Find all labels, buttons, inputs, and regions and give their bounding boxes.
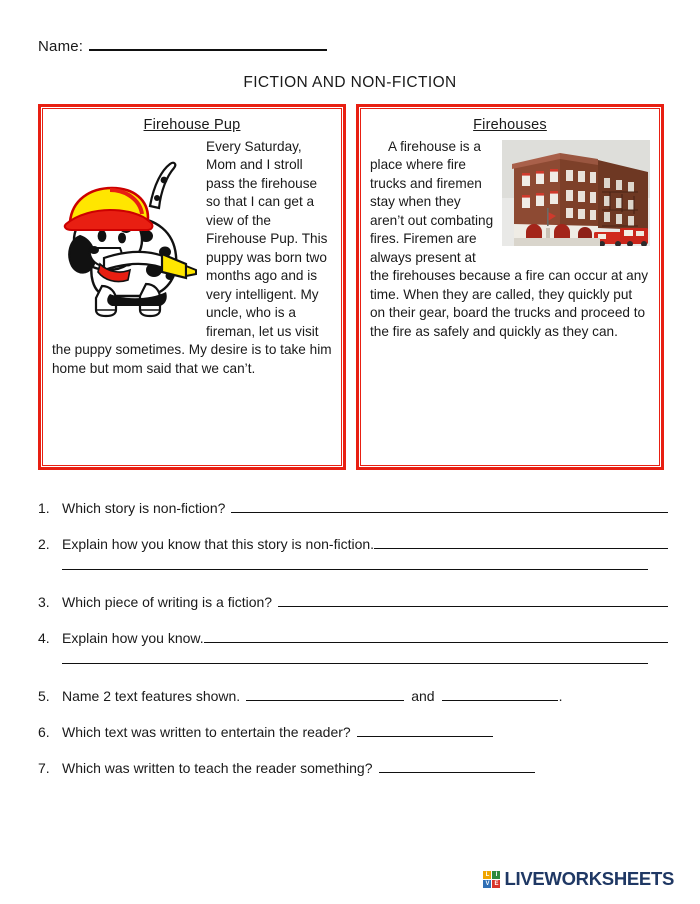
question-2 (38, 536, 668, 552)
spacer (38, 614, 668, 630)
question-3-text: Which piece of writing is a fiction? (62, 594, 273, 610)
story-body-firehouses (370, 138, 650, 341)
name-input-blank[interactable] (89, 36, 327, 51)
question-3 (38, 594, 668, 610)
firehouse-building-photo-icon (502, 140, 650, 246)
question-2-answer-blank-line2[interactable] (62, 556, 648, 570)
spacer (38, 744, 668, 760)
question-5 (38, 688, 668, 704)
question-4-continuation (62, 650, 668, 664)
question-2-answer-blank[interactable] (374, 536, 668, 549)
story-body-firehouse-pup (52, 138, 332, 378)
question-1-answer-blank[interactable] (231, 500, 668, 513)
liveworksheets-logo-mark-icon (483, 871, 500, 888)
spacer (38, 708, 668, 724)
dalmatian-puppy-icon (50, 144, 200, 324)
name-label: Name: (38, 38, 84, 55)
story-paragraph-firehouses: A firehouse is a place where fire trucks and firemen stay when they aren’t out combating fires. Firemen are always present at the firehouses because a fire can occur at any time. When they are called, they quickly put on their gear, board the trucks and proceed to the fire as safely and quickly as they can. (370, 139, 649, 339)
story-box-nonfiction (356, 104, 664, 470)
story-box-fiction (38, 104, 346, 470)
question-6-number: 6. (38, 724, 50, 740)
question-6-answer-blank[interactable] (357, 724, 493, 737)
question-1-text: Which story is non-fiction? (62, 500, 226, 516)
question-3-answer-blank[interactable] (278, 594, 668, 607)
story-inner-fiction (42, 108, 342, 466)
question-2-continuation (62, 556, 668, 570)
question-5-text: Name 2 text features shown. (62, 688, 241, 704)
question-1-number: 1. (38, 500, 50, 516)
story-title-firehouses: Firehouses (473, 117, 547, 133)
question-4 (38, 630, 668, 646)
story-boxes-container (38, 104, 664, 470)
spacer (38, 668, 668, 688)
question-2-number: 2. (38, 536, 50, 552)
question-7-answer-blank[interactable] (379, 760, 535, 773)
question-4-answer-blank-line2[interactable] (62, 650, 648, 664)
logo-cell-i: I (492, 871, 500, 879)
question-5-answer-blank-2[interactable] (442, 688, 558, 701)
question-5-answer-blank-1[interactable] (246, 688, 404, 701)
story-paragraph-firehouse-pup: Every Saturday, Mom and I stroll pass the firehouse so that I can get a view of the Firehouse Pup. This puppy was born two months ago and is very intelligent. My uncle, who is a fireman, let us visit the puppy sometimes. My desire is to take him home but mom said that we can’t. (52, 139, 332, 376)
logo-cell-v: V (485, 880, 490, 887)
question-5-number: 5. (38, 688, 50, 704)
question-5-connector: and (411, 688, 435, 704)
liveworksheets-logo[interactable] (483, 868, 674, 890)
logo-cell-l: L (483, 871, 491, 879)
question-4-text: Explain how you know. (62, 630, 204, 646)
question-7-number: 7. (38, 760, 50, 776)
story-inner-nonfiction (360, 108, 660, 466)
question-7-text: Which was written to teach the reader something? (62, 760, 373, 776)
question-7 (38, 760, 668, 776)
logo-cell-e: E (494, 880, 499, 887)
question-2-text: Explain how you know that this story is non-fiction. (62, 536, 375, 552)
question-6-text: Which text was written to entertain the reader? (62, 724, 351, 740)
question-3-number: 3. (38, 594, 50, 610)
spacer (38, 574, 668, 594)
question-4-number: 4. (38, 630, 50, 646)
page-title: FICTION AND NON-FICTION (243, 74, 457, 91)
spacer (38, 520, 668, 536)
name-field-row (38, 36, 327, 55)
question-5-trailing-period: . (558, 688, 563, 704)
story-title-firehouse-pup: Firehouse Pup (143, 117, 241, 133)
question-6 (38, 724, 668, 740)
question-4-answer-blank[interactable] (204, 630, 668, 643)
question-1 (38, 500, 668, 516)
questions-list (38, 500, 668, 780)
liveworksheets-logo-text: LIVEWORKSHEETS (504, 868, 674, 889)
